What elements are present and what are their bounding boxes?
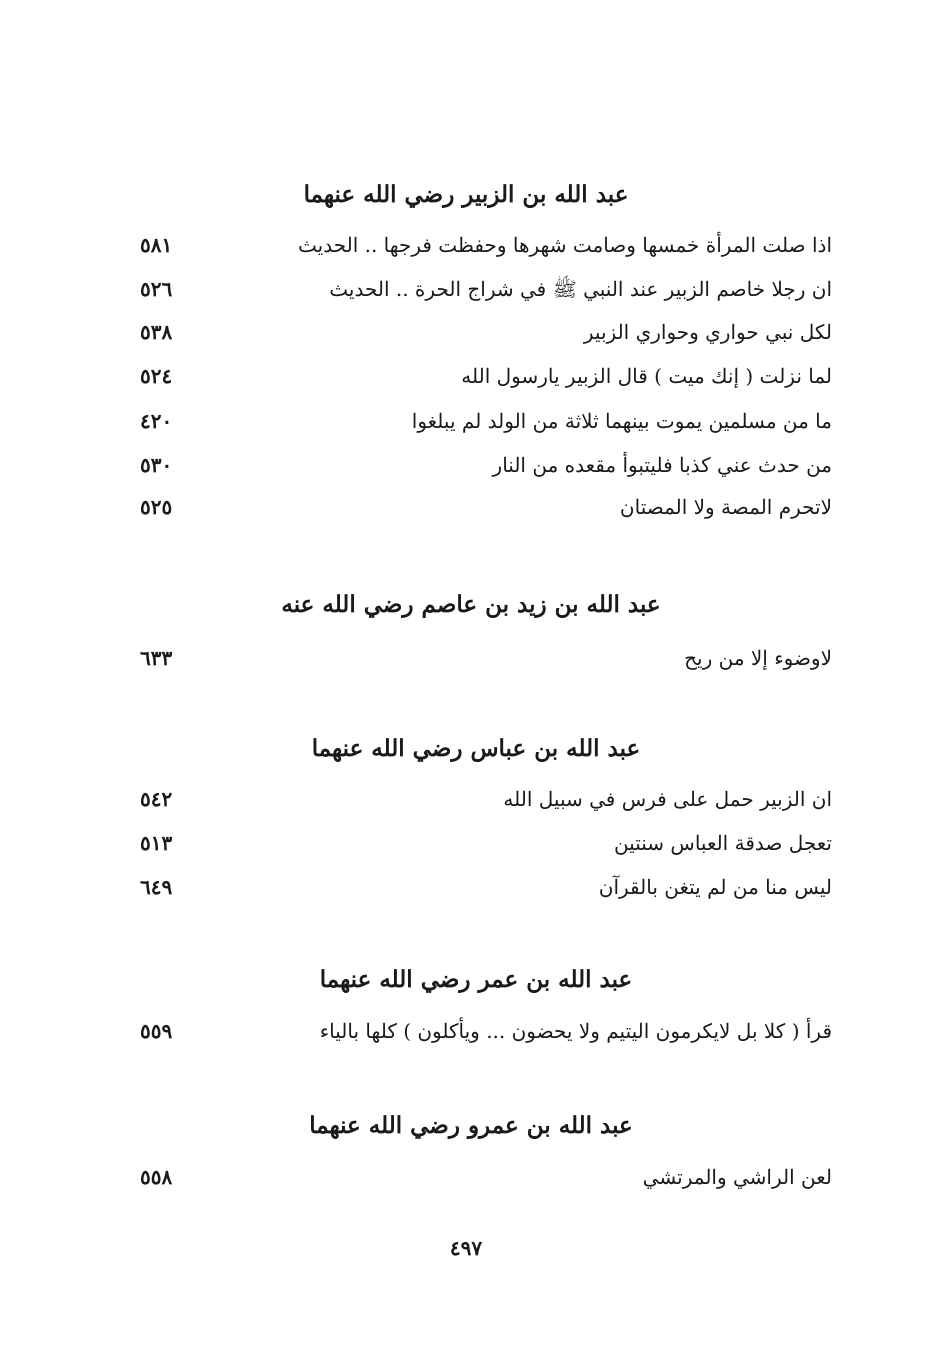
section-heading: عبد الله بن عباس رضي الله عنهما <box>311 735 641 762</box>
hadith-text: لاوضوء إلا من ريح <box>684 646 832 670</box>
list-item <box>0 490 932 524</box>
hadith-text: لاتحرم المصة ولا المصتان <box>619 495 832 519</box>
hadith-text: ما من مسلمين يموت بينهما ثلاثة من الولد لم يبلغوا <box>411 409 832 433</box>
page-reference: ٥٤٢ <box>140 787 173 811</box>
list-item <box>0 359 932 393</box>
list-item <box>0 1160 932 1194</box>
page-reference: ٥٥٩ <box>140 1019 173 1043</box>
section-heading: عبد الله بن الزبير رضي الله عنهما <box>303 181 629 208</box>
page-reference: ٤٢٠ <box>140 409 173 433</box>
list-item <box>0 641 932 675</box>
list-item <box>0 404 932 438</box>
hadith-text: تعجل صدقة العباس سنتين <box>613 831 832 855</box>
page-reference: ٦٣٣ <box>140 646 173 670</box>
list-item <box>0 272 932 306</box>
hadith-text: من حدث عني كذبا فليتبوأ مقعده من النار <box>492 453 832 477</box>
hadith-text: اذا صلت المرأة خمسها وصامت شهرها وحفظت فرجها .. الحديث <box>297 233 832 257</box>
page-reference: ٦٤٩ <box>140 875 173 899</box>
page-reference: ٥٢٦ <box>140 277 173 301</box>
page-reference: ٥٣٠ <box>140 453 173 477</box>
hadith-text: لما نزلت ( إنك ميت ) قال الزبير يارسول الله <box>461 364 832 388</box>
hadith-text: ان رجلا خاصم الزبير عند النبي ﷺ في شراج الحرة .. الحديث <box>329 277 832 301</box>
hadith-text: ان الزبير حمل على فرس في سبيل الله <box>503 787 832 811</box>
list-item <box>0 315 932 349</box>
list-item <box>0 870 932 904</box>
page-reference: ٥٥٨ <box>140 1165 173 1189</box>
page-reference: ٥١٣ <box>140 831 173 855</box>
page-reference: ٥٢٤ <box>140 364 173 388</box>
hadith-text: لكل نبي حواري وحواري الزبير <box>583 320 832 344</box>
hadith-text: قرأ ( كلا بل لايكرمون اليتيم ولا يحضون ... ويأكلون ) كلها بالياء <box>319 1019 832 1043</box>
hadith-text: ليس منا من لم يتغن بالقرآن <box>598 875 832 899</box>
list-item <box>0 448 932 482</box>
hadith-text: لعن الراشي والمرتشي <box>642 1165 832 1189</box>
page-reference: ٥٣٨ <box>140 320 173 344</box>
page-number: ٤٩٧ <box>449 1236 483 1260</box>
list-item <box>0 1014 932 1048</box>
section-heading: عبد الله بن عمر رضي الله عنهما <box>319 966 633 993</box>
section-heading: عبد الله بن عمرو رضي الله عنهما <box>309 1112 633 1139</box>
list-item <box>0 782 932 816</box>
section-heading: عبد الله بن زيد بن عاصم رضي الله عنه <box>281 591 661 618</box>
page-reference: ٥٢٥ <box>140 495 173 519</box>
list-item <box>0 826 932 860</box>
list-item <box>0 228 932 262</box>
page-reference: ٥٨١ <box>140 233 173 257</box>
